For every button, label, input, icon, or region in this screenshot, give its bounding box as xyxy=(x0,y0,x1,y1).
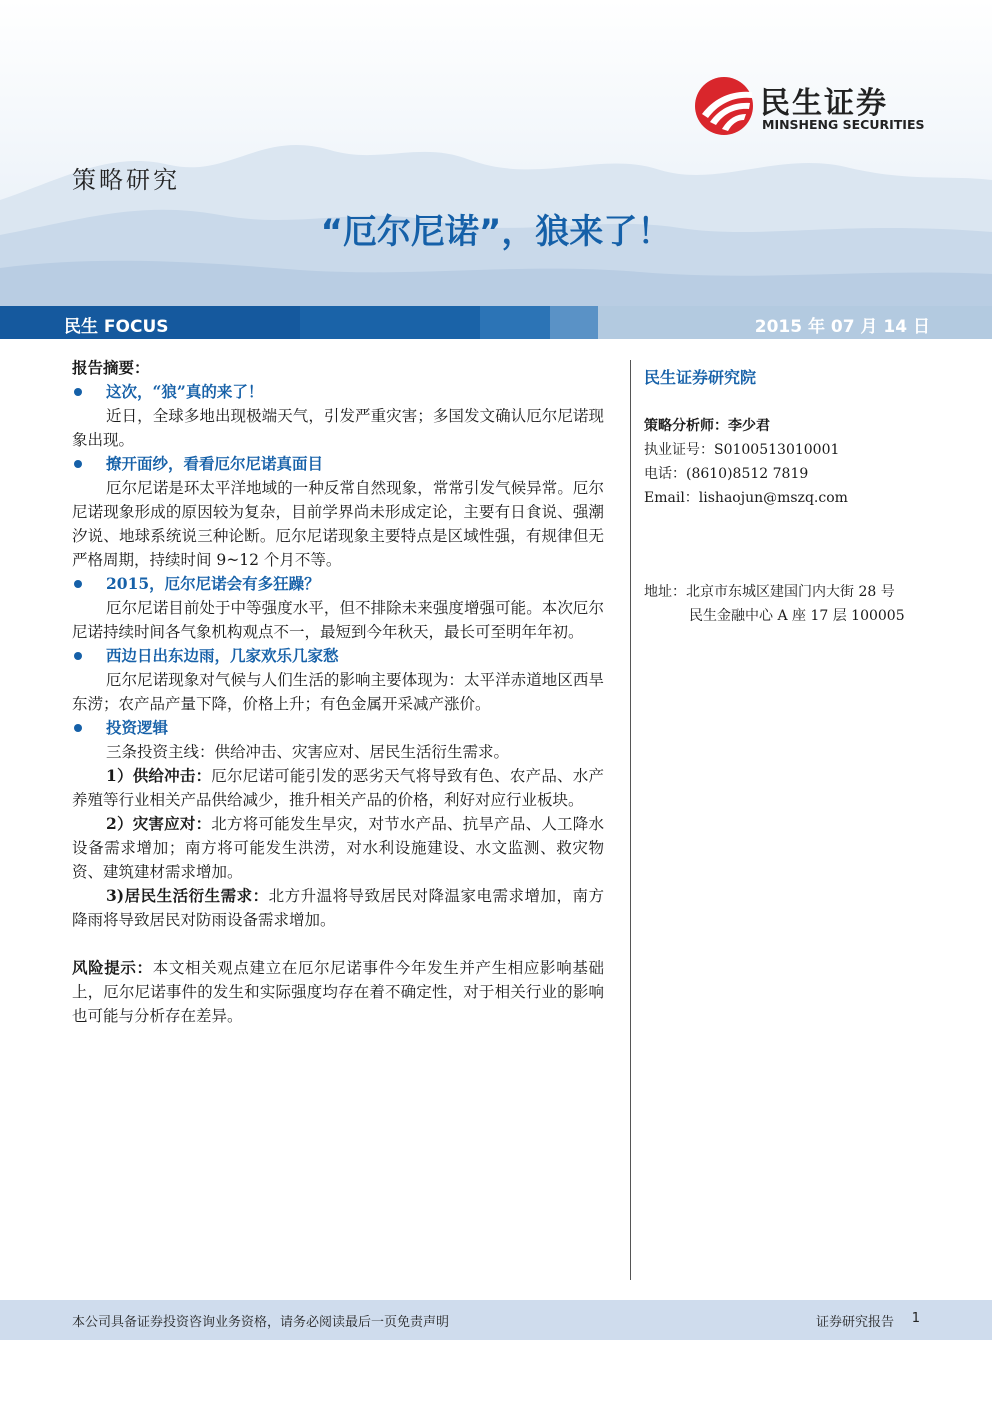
hero-background xyxy=(0,0,992,306)
analyst-phone: 电话：(8610)8512 7819 xyxy=(644,466,809,482)
logo-chinese-name: 民生证券 xyxy=(760,86,888,121)
bullet-title-text: 投资逻辑 xyxy=(106,718,169,737)
address-line: 民生金融中心 A 座 17 层 100005 xyxy=(689,608,905,624)
footer-doc-type xyxy=(816,1311,918,1330)
point-text: 北方将可能发生旱灾，对节水产品、抗旱产品、人工降水设备需求增加；南方将可能发生洪涝，对水利设施建设、水文监测、救灾物资、建筑建材需求增加。 xyxy=(72,815,604,881)
bullet-title-text: 这次，“狼”真的来了！ xyxy=(106,382,264,401)
bullet-dot-icon xyxy=(74,580,82,588)
bullet-dot-icon xyxy=(74,724,82,732)
header-band xyxy=(0,306,992,339)
bullet-title xyxy=(72,716,604,740)
band-segment xyxy=(480,306,550,339)
point-label: 1）供给冲击： xyxy=(106,766,212,785)
bullet-title xyxy=(72,452,604,476)
band-series-name: 民生 FOCUS xyxy=(64,317,169,337)
logo-english-name: MINSHENG SECURITIES xyxy=(762,117,925,132)
bullet-title-text: 2015，厄尔尼诺会有多狂躁？ xyxy=(106,574,320,593)
bullet-title-text: 西边日出东边雨，几家欢乐几家愁 xyxy=(106,646,339,665)
bullet-title-text: 撩开面纱，看看厄尔尼诺真面目 xyxy=(106,454,324,473)
band-segment xyxy=(550,306,598,339)
bullet-title xyxy=(72,644,604,668)
bullet-body: 厄尔尼诺目前处于中等强度水平，但不排除未来强度增强可能。本次厄尔尼诺持续时间各气象机构观点不一，最短到今年秋天，最长可至明年年初。 xyxy=(72,599,604,641)
report-date: 2015 年 07 月 14 日 xyxy=(754,317,930,337)
mountain-landscape xyxy=(0,0,992,306)
minsheng-logo-icon xyxy=(694,76,756,136)
footer-disclaimer: 本公司具备证券投资咨询业务资格，请务必阅读最后一页免责声明 xyxy=(72,1315,450,1330)
page-footer xyxy=(0,1300,992,1340)
section-label: 策略研究 xyxy=(72,166,180,194)
point-label: 2）灾害应对： xyxy=(106,814,212,833)
analyst-email[interactable]: Email：lishaojun@mszq.com xyxy=(644,490,848,506)
point-label: 3)居民生活衍生需求： xyxy=(106,886,269,905)
risk-label: 风险提示： xyxy=(72,958,153,977)
doc-type-text: 证券研究报告 xyxy=(815,1315,894,1330)
bullet-body: 三条投资主线：供给冲击、灾害应对、居民生活衍生需求。 xyxy=(106,743,510,761)
summary-heading: 报告摘要： xyxy=(72,358,150,377)
point-text: 北方升温将导致居民对降温家电需求增加，南方降雨将导致居民对防雨设备需求增加。 xyxy=(72,887,604,929)
address-block xyxy=(644,580,905,628)
analyst-name: 策略分析师：李少君 xyxy=(644,418,770,434)
investment-point xyxy=(72,812,604,884)
bullet-dot-icon xyxy=(74,652,82,660)
risk-note xyxy=(72,956,604,1028)
column-divider xyxy=(630,360,631,1280)
analyst-cert: 执业证号：S0100513010001 xyxy=(644,442,840,458)
bullet-title xyxy=(72,380,604,404)
band-segment xyxy=(300,306,480,339)
summary-column xyxy=(72,356,604,1028)
investment-point xyxy=(72,884,604,932)
brand-logo xyxy=(694,76,934,136)
research-institute: 民生证券研究院 xyxy=(644,368,757,387)
bullet-title xyxy=(72,572,604,596)
risk-text: 本文相关观点建立在厄尔尼诺事件今年发生并产生相应影响基础上，厄尔尼诺事件的发生和实际强度均存在着不确定性，对于相关行业的影响也可能与分析存在差异。 xyxy=(72,959,604,1025)
investment-point xyxy=(72,764,604,812)
page-number: 1 xyxy=(911,1311,920,1326)
point-text: 厄尔尼诺可能引发的恶劣天气将导致有色、农产品、水产养殖等行业相关产品供给减少，推升相关产品的价格，利好对应行业板块。 xyxy=(72,767,604,809)
bullet-body: 厄尔尼诺是环太平洋地域的一种反常自然现象，常常引发气候异常。厄尔尼诺现象形成的原因较为复杂，目前学界尚未形成定论，主要有日食说、强潮汐说、地球系统说三种论断。厄尔尼诺现象主要特点是区域性强，有规律但无严格周期，持续时间 9~12 个月不等。 xyxy=(72,479,604,569)
bullet-dot-icon xyxy=(74,388,82,396)
bullet-body: 厄尔尼诺现象对气候与人们生活的影响主要体现为：太平洋赤道地区西旱东涝；农产品产量下降，价格上升；有色金属开采减产涨价。 xyxy=(72,671,604,713)
address-line: 地址：北京市东城区建国门内大街 28 号 xyxy=(644,584,895,600)
bullet-body: 近日，全球多地出现极端天气，引发严重灾害；多国发文确认厄尔尼诺现象出现。 xyxy=(72,407,604,449)
report-title: “厄尔尼诺”，狼来了！ xyxy=(320,212,672,252)
bullet-dot-icon xyxy=(74,460,82,468)
sidebar xyxy=(644,366,964,510)
